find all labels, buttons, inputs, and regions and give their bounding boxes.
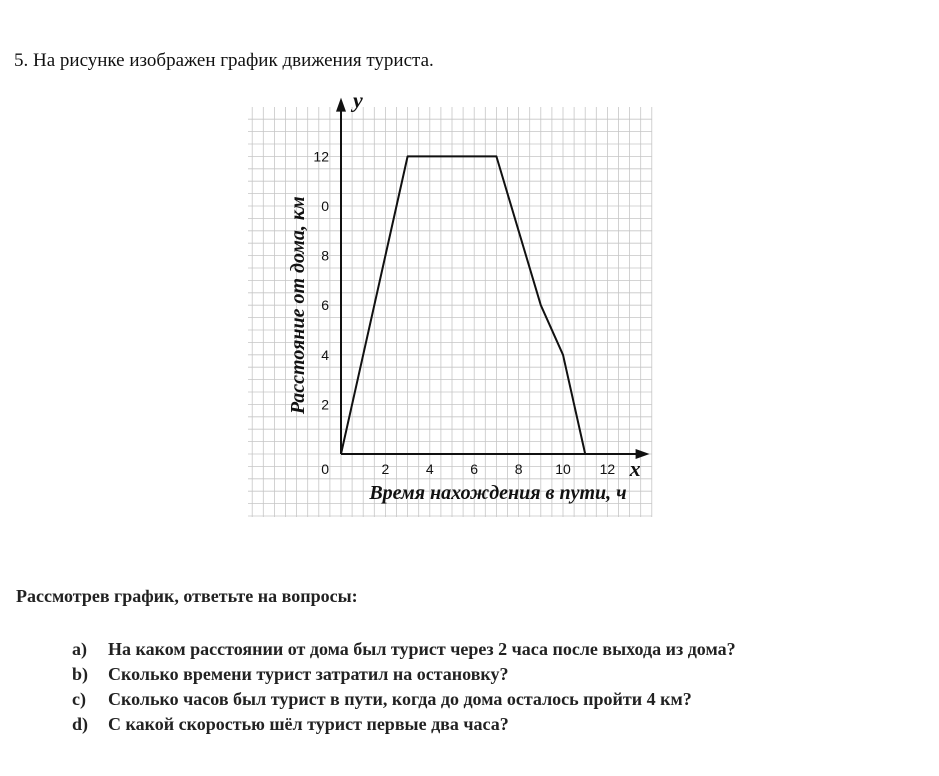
- y-tick-label: 6: [321, 297, 329, 314]
- question-label: b): [72, 664, 89, 684]
- problem-title: 5. На рисунке изображен график движения туриста.: [14, 50, 434, 71]
- question-c: [72, 687, 736, 712]
- question-text: Сколько времени турист затратил на остановку?: [108, 664, 509, 684]
- y-axis-title: Расстояние от дома, км: [287, 196, 309, 415]
- y-tick-label: 8: [321, 247, 329, 264]
- question-text: С какой скоростью шёл турист первые два часа?: [108, 714, 509, 734]
- question-label: c): [72, 689, 86, 709]
- question-text: Сколько часов был турист в пути, когда до дома осталось пройти 4 км?: [108, 689, 692, 709]
- chart-svg: [240, 95, 670, 525]
- question-a: [72, 637, 736, 662]
- question-list: [72, 637, 736, 737]
- question-label: a): [72, 639, 87, 659]
- y-tick-label: 12: [313, 148, 329, 165]
- x-tick-label: 12: [599, 461, 616, 477]
- x-tick-label: 10: [555, 461, 571, 477]
- distance-time-chart: [240, 95, 670, 525]
- x-tick-label: 2: [381, 461, 390, 477]
- question-label: d): [72, 714, 89, 734]
- y-tick-label: 4: [321, 346, 329, 363]
- x-tick-label: 4: [425, 461, 434, 477]
- question-text: На каком расстоянии от дома был турист через 2 часа после выхода из дома?: [108, 639, 736, 659]
- origin-label: 0: [321, 461, 329, 477]
- y-tick-label: 2: [321, 396, 329, 413]
- tick-labels: [313, 148, 615, 477]
- question-d: [72, 712, 736, 737]
- questions-intro: Рассмотрев график, ответьте на вопросы:: [16, 586, 358, 606]
- x-axis-letter: x: [629, 456, 641, 481]
- x-tick-label: 6: [470, 461, 479, 477]
- x-tick-label: 8: [514, 461, 523, 477]
- question-b: [72, 662, 736, 687]
- y-tick-label: 0: [321, 198, 329, 214]
- y-axis-arrow: [336, 98, 346, 112]
- y-axis-letter: y: [353, 95, 363, 113]
- x-axis-title: Время нахождения в пути, ч: [369, 482, 627, 504]
